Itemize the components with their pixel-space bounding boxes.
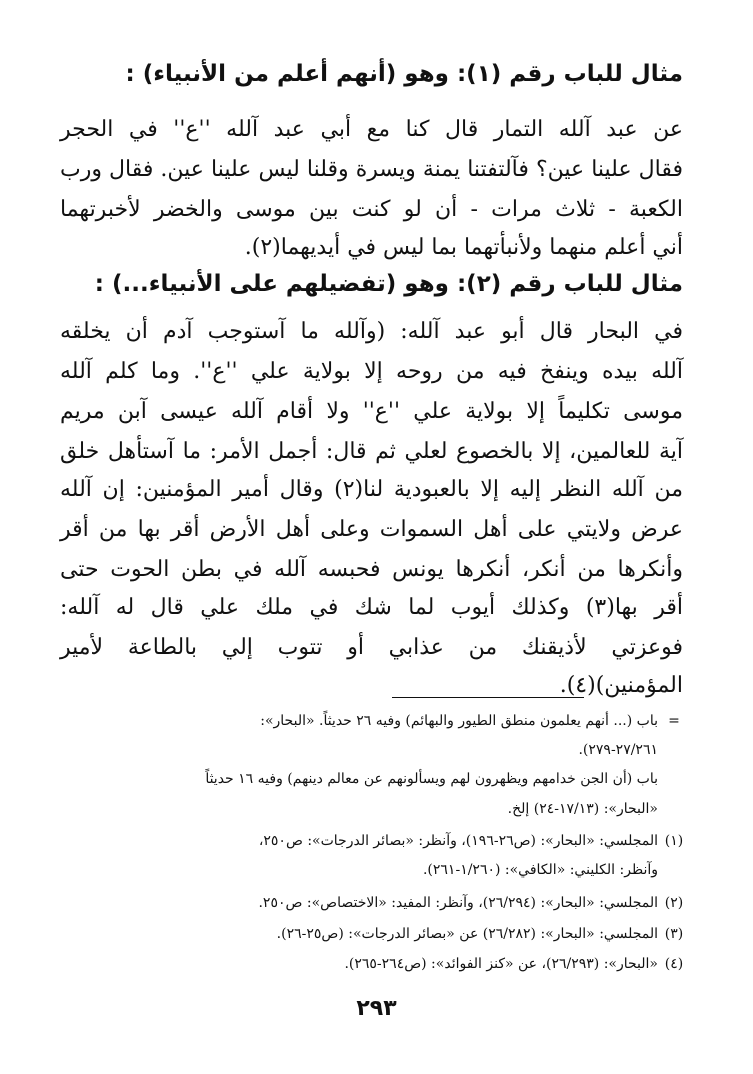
footnote-line: وآنظر: الكليني: «الكافي»: (١/٢٦٠-٢٦١).: [422, 862, 658, 878]
footnote-separator: [392, 697, 584, 698]
section-heading-1: مثال للباب رقم (١): وهو (أنهم أعلم من الأنبياء) :: [125, 61, 683, 87]
paragraph-1-line: فقال علينا عين؟ فآلتفتنا يمنة ويسرة وقلنا ليس علينا عين. فقال ورب: [60, 157, 683, 182]
paragraph-1-line: الكعبة - ثلاث مرات - أن لو كنت بين موسى والخضر لأخبرتهما: [60, 197, 683, 222]
paragraph-2-line: وأنكرها من أنكر، أنكرها يونس فحبسه آلله في بطن الحوت حتى: [60, 557, 683, 582]
footnote-line: «البحار»: (٢٦/٢٩٣)، عن «كنز الفوائد»: (ص٢٦٤-٢٦٥).: [344, 956, 658, 972]
footnote-line: المجلسي: «البحار»: (٢٦/٢٩٤)، وآنظر: المفيد: «الاختصاص»: ص٢٥٠.: [258, 895, 658, 911]
paragraph-2-line: عرض ولايتي على أهل السموات وعلى أهل الأرض أقر بها من أقر: [60, 517, 683, 542]
footnote-line: المجلسي: «البحار»: (ص٢٦-١٩٦)، وآنظر: «بصائر الدرجات»: ص٢٥٠،: [258, 833, 658, 849]
paragraph-1-line: أني أعلم منهما ولأنبأتهما بما ليس في أيديهما(٢).: [244, 235, 683, 260]
paragraph-2-line: فوعزتي لأذيقنك من عذابي أو تتوب إلي بالطاعة لأمير: [60, 635, 683, 660]
section-heading-2: مثال للباب رقم (٢): وهو (تفضيلهم على الأنبياء...) :: [94, 271, 683, 297]
footnote-line: «البحار»: (١٧/١٣-٢٤) إلخ.: [507, 801, 658, 817]
footnote-number: (٢): [664, 895, 684, 911]
footnote-line: باب (... أنهم يعلمون منطق الطيور والبهائم) وفيه ٢٦ حديثاً. «البحار»:: [260, 713, 658, 729]
paragraph-2-line: أقر بها(٣) وكذلك أيوب لما شك في ملك علي قال له آلله:: [60, 595, 683, 620]
paragraph-2-line: من آلله النظر إليه إلا بالعبودية لنا(٢) وقال أمير المؤمنين: إن آلله: [60, 477, 683, 502]
paragraph-2-line: آية للعالمين، إلا بالخصوع لعلي ثم قال: أجمل الأمر: ما آستأهل خلق: [60, 439, 683, 464]
footnote-number: (٤): [664, 956, 684, 972]
paragraph-2-line: موسى تكليماً إلا بولاية علي ''ع'' ولا أقام آلله عيسى آبن مريم: [60, 399, 683, 424]
paragraph-2-line: آلله بيده وينفخ فيه من روحه إلا بولاية علي ''ع''. وما كلم آلله: [60, 359, 683, 384]
paragraph-2-line: المؤمنين)(٤).: [559, 673, 683, 698]
footnote-line: باب (أن الجن خدامهم ويظهرون لهم ويسألونهم عن معالم دينهم) وفيه ١٦ حديثاً: [205, 771, 658, 787]
footnote-continuation-mark: =: [668, 713, 680, 729]
footnote-line: المجلسي: «البحار»: (٢٦/٢٨٢) عن «بصائر الدرجات»: (ص٢٥-٢٦).: [276, 926, 658, 942]
footnote-number: (١): [664, 833, 684, 849]
footnote-line: ٢٧/٢٦١-٢٧٩).: [578, 742, 658, 758]
footnote-number: (٣): [664, 926, 684, 942]
paragraph-2-line: في البحار قال أبو عبد آلله: (وآلله ما آستوجب آدم أن يخلقه: [60, 319, 683, 344]
paragraph-1-line: عن عبد آلله التمار قال كنا مع أبي عبد آلله ''ع'' في الحجر: [60, 117, 683, 142]
page-number: ٢٩٣: [356, 996, 397, 1021]
